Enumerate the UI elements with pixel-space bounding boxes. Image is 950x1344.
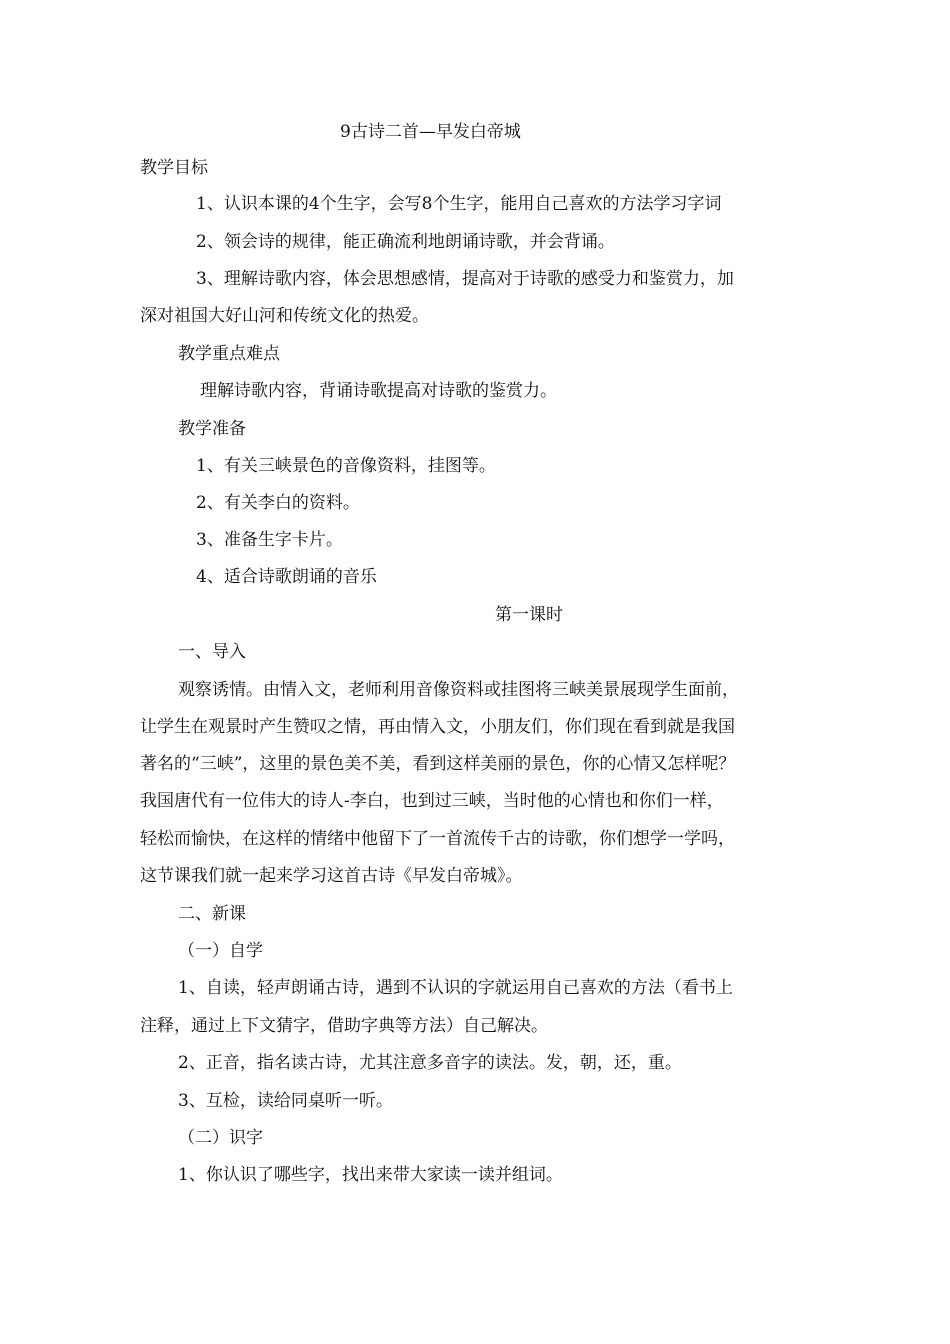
objective-item: 3、理解诗歌内容，体会思想感情，提高对于诗歌的感受力和鉴赏力，加 [196, 269, 734, 289]
self-study-line: 3、互检，读给同桌听一听。 [178, 1091, 393, 1111]
objective-item: 2、领会诗的规律，能正确流利地朗诵诗歌，并会背诵。 [196, 232, 615, 252]
preparation-item: 3、准备生字卡片。 [196, 530, 343, 550]
intro-paragraph-line: 轻松而愉快，在这样的情绪中他留下了一首流传千古的诗歌，你们想学一学吗， [140, 829, 735, 849]
characters-heading: （二）识字 [178, 1128, 263, 1148]
lesson-heading: 第一课时 [495, 605, 563, 625]
objectives-heading: 教学目标 [140, 158, 208, 178]
intro-paragraph-line: 著名的“三峡”，这里的景色美不美，看到这样美丽的景色，你的心情又怎样呢？ [140, 754, 736, 774]
preparation-item: 2、有关李白的资料。 [196, 493, 360, 513]
intro-heading: 一、导入 [178, 642, 246, 662]
objective-item: 1、认识本课的4个生字，会写8个生字，能用自己喜欢的方法学习字词 [196, 194, 722, 214]
key-points-text: 理解诗歌内容，背诵诗歌提高对诗歌的鉴赏力。 [200, 381, 557, 401]
key-points-heading: 教学重点难点 [178, 344, 280, 364]
intro-paragraph-line: 我国唐代有一位伟大的诗人-李白，也到过三峡，当时他的心情也和你们一样， [140, 791, 724, 811]
intro-paragraph-line: 观察诱情。由情入文，老师利用音像资料或挂图将三峡美景展现学生面前， [178, 680, 739, 700]
characters-line: 1、你认识了哪些字，找出来带大家读一读并组词。 [178, 1165, 563, 1185]
self-study-line: 注释，通过上下文猜字，借助字典等方法）自己解决。 [140, 1016, 548, 1036]
preparation-item: 4、适合诗歌朗诵的音乐 [196, 567, 377, 587]
self-study-line: 1、自读，轻声朗诵古诗，遇到不认识的字就运用自己喜欢的方法（看书上 [178, 978, 733, 998]
self-study-line: 2、正音，指名读古诗，尤其注意多音字的读法。发，朝，还，重。 [178, 1053, 682, 1073]
page-title: 9古诗二首—早发白帝城 [340, 122, 521, 142]
intro-paragraph-line: 让学生在观景时产生赞叹之情，再由情入文，小朋友们，你们现在看到就是我国 [140, 717, 735, 737]
self-study-heading: （一）自学 [178, 941, 263, 961]
objective-item-continued: 深对祖国大好山河和传统文化的热爱。 [140, 306, 429, 326]
preparation-heading: 教学准备 [178, 419, 246, 439]
new-lesson-heading: 二、新课 [178, 904, 246, 924]
preparation-item: 1、有关三峡景色的音像资料，挂图等。 [196, 456, 496, 476]
intro-paragraph-line: 这节课我们就一起来学习这首古诗《早发白帝城》。 [140, 866, 523, 886]
